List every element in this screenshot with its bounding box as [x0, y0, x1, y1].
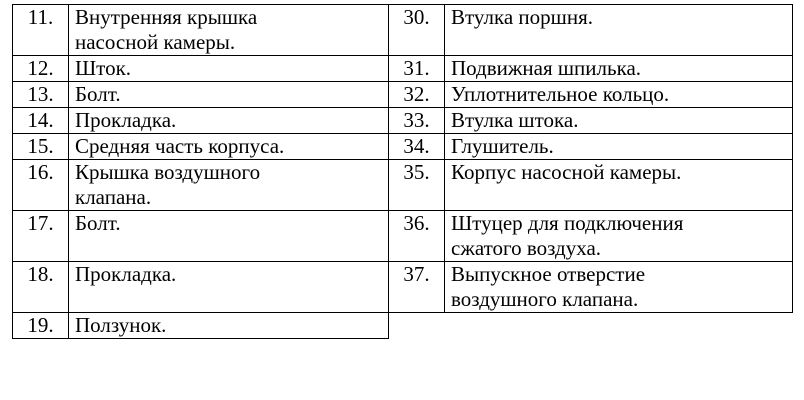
item-description-line: Подвижная шпилька.	[451, 56, 642, 80]
item-description-line: Шток.	[75, 56, 132, 80]
table-row	[13, 5, 793, 56]
item-description	[69, 82, 389, 108]
item-number: 30.	[389, 5, 445, 56]
item-description-line: Средняя часть корпуса.	[75, 134, 285, 158]
item-number: 32.	[389, 82, 445, 108]
item-description-line: Прокладка.	[75, 108, 177, 132]
item-description-line: воздушного клапана.	[451, 287, 639, 311]
item-description-line: Внутренняя крышка	[75, 5, 258, 29]
item-number: 11.	[13, 5, 69, 56]
item-description	[69, 211, 389, 262]
table-row	[13, 160, 793, 211]
item-description	[445, 262, 793, 313]
item-description-line: Ползунок.	[75, 313, 167, 337]
item-description	[445, 108, 793, 134]
empty-cell	[445, 313, 793, 339]
item-number: 14.	[13, 108, 69, 134]
item-number: 35.	[389, 160, 445, 211]
item-number: 13.	[13, 82, 69, 108]
table-row	[13, 56, 793, 82]
item-description-line: Штуцер для подключения	[451, 211, 684, 235]
item-description	[445, 134, 793, 160]
item-description	[445, 160, 793, 211]
item-description	[69, 262, 389, 313]
item-description	[445, 56, 793, 82]
table-row	[13, 211, 793, 262]
item-description	[69, 160, 389, 211]
item-number: 34.	[389, 134, 445, 160]
item-number: 36.	[389, 211, 445, 262]
item-number: 37.	[389, 262, 445, 313]
table-row	[13, 134, 793, 160]
item-number: 17.	[13, 211, 69, 262]
item-description	[69, 5, 389, 56]
item-description-line: сжатого воздуха.	[451, 236, 602, 260]
item-description-line: Втулка поршня.	[451, 5, 593, 29]
parts-list-body	[13, 5, 793, 339]
item-description-line: насосной камеры.	[75, 30, 236, 54]
item-description-line: Болт.	[75, 82, 121, 106]
item-description-line: Втулка штока.	[451, 108, 579, 132]
item-description	[69, 313, 389, 339]
item-number: 31.	[389, 56, 445, 82]
item-description	[445, 82, 793, 108]
item-description	[69, 108, 389, 134]
table-row	[13, 262, 793, 313]
item-number: 16.	[13, 160, 69, 211]
item-description-line: Прокладка.	[75, 262, 177, 286]
item-description-line: Уплотнительное кольцо.	[451, 82, 670, 106]
item-description-line: Болт.	[75, 211, 121, 235]
item-number: 19.	[13, 313, 69, 339]
item-description	[445, 5, 793, 56]
item-description	[69, 56, 389, 82]
item-description	[445, 211, 793, 262]
table-row	[13, 108, 793, 134]
item-number: 12.	[13, 56, 69, 82]
item-description	[69, 134, 389, 160]
empty-cell	[389, 313, 445, 339]
item-description-line: Корпус насосной камеры.	[451, 160, 682, 184]
item-description-line: Выпускное отверстие	[451, 262, 646, 286]
table-row	[13, 82, 793, 108]
item-number: 33.	[389, 108, 445, 134]
item-number: 18.	[13, 262, 69, 313]
table-row	[13, 313, 793, 339]
item-description-line: Крышка воздушного	[75, 160, 261, 184]
item-description-line: клапана.	[75, 185, 152, 209]
item-description-line: Глушитель.	[451, 134, 554, 158]
item-number: 15.	[13, 134, 69, 160]
parts-list-table	[12, 4, 793, 339]
